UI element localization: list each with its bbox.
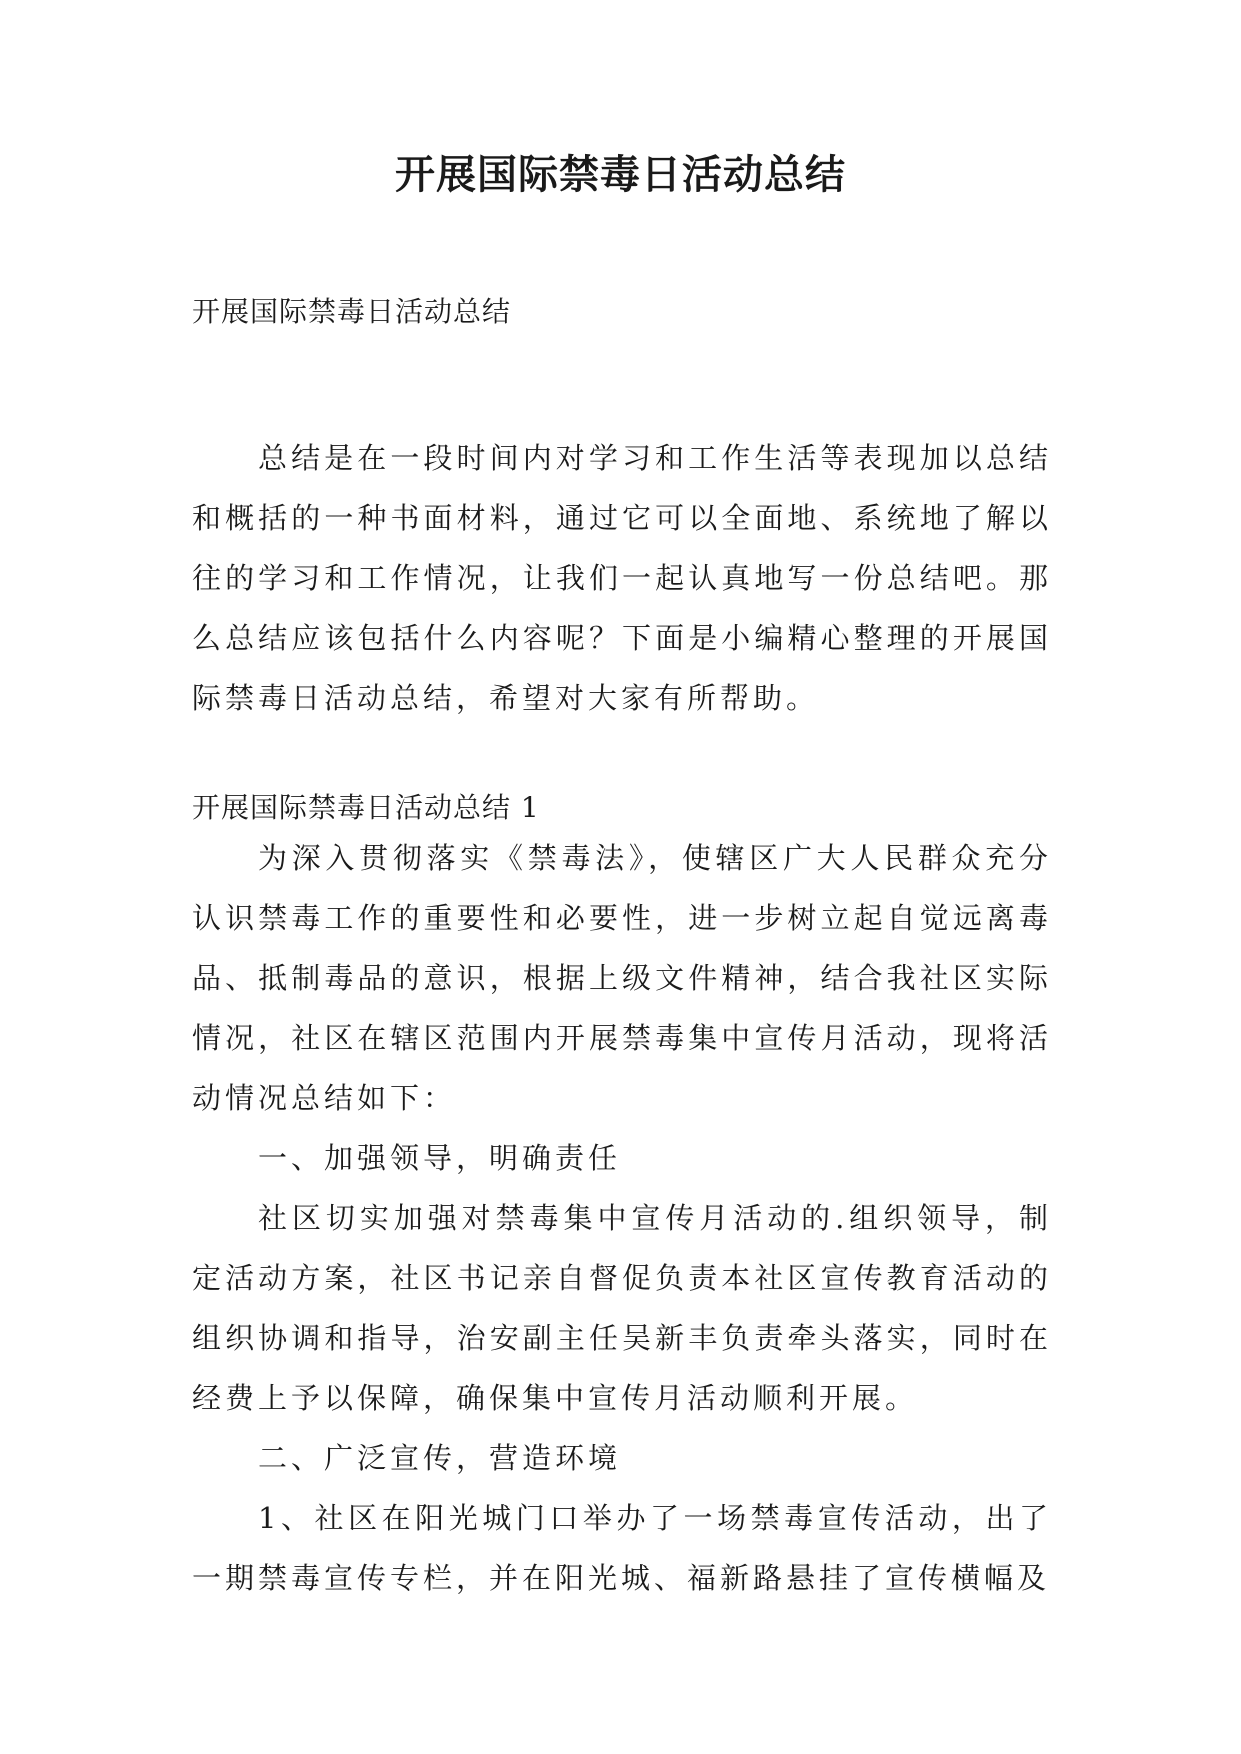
document-subtitle: 开展国际禁毒日活动总结 bbox=[192, 295, 512, 328]
section-heading: 一、加强领导，明确责任 bbox=[258, 1141, 622, 1175]
section-paragraph: 1、社区在阳光城门口举办了一场禁毒宣传活动，出了一期禁毒宣传专栏，并在阳光城、福新路悬挂了宣传横幅及 bbox=[192, 1501, 1052, 1595]
document-body bbox=[192, 293, 1052, 1608]
document-title: 开展国际禁毒日活动总结 bbox=[395, 151, 846, 198]
section-heading: 二、广泛宣传，营造环境 bbox=[258, 1441, 622, 1475]
section-paragraph: 为深入贯彻落实《禁毒法》，使辖区广大人民群众充分认识禁毒工作的重要性和必要性，进一步树立起自觉远离毒品、抵制毒品的意识，根据上级文件精神，结合我社区实际情况，社区在辖区范围内开展禁毒集中宣传月活动，现将活动情况总结如下： bbox=[192, 841, 1052, 1115]
section-title: 开展国际禁毒日活动总结 1 bbox=[192, 791, 540, 824]
section-paragraph: 社区切实加强对禁毒集中宣传月活动的.组织领导，制定活动方案，社区书记亲自督促负责本社区宣传教育活动的组织协调和指导，治安副主任吴新丰负责牵头落实，同时在经费上予以保障，确保集中宣传月活动顺利开展。 bbox=[192, 1201, 1052, 1415]
intro-paragraph: 总结是在一段时间内对学习和工作生活等表现加以总结和概括的一种书面材料，通过它可以全面地、系统地了解以往的学习和工作情况，让我们一起认真地写一份总结吧。那么总结应该包括什么内容呢？下面是小编精心整理的开展国际禁毒日活动总结，希望对大家有所帮助。 bbox=[192, 441, 1052, 715]
